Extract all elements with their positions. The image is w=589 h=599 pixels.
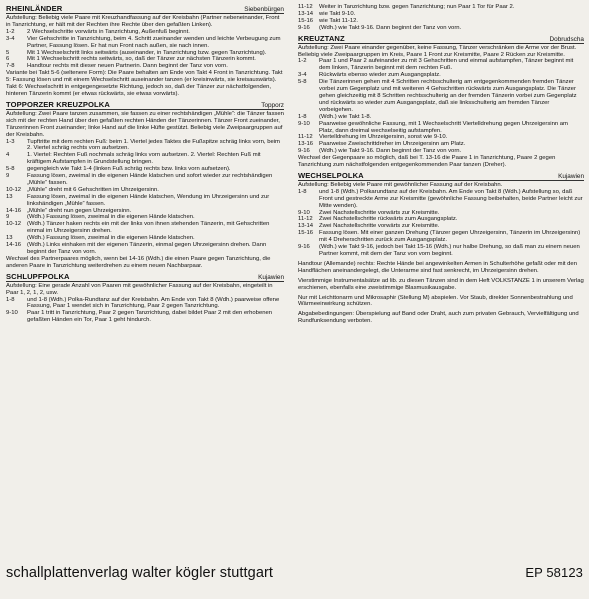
step-bars: 5 bbox=[6, 49, 10, 56]
step-bars: 11-12 bbox=[298, 134, 313, 141]
step-bars: 15-16 bbox=[298, 17, 314, 24]
step-row bbox=[6, 297, 284, 311]
step-description: Fassung lösen, zweimal in die eigenen Hände klatschen, Wendung im Uhrzeigersinn und zur linkshändigen „Mühle“ fassen. bbox=[27, 193, 270, 207]
step-bars: 3-4 bbox=[6, 35, 15, 42]
step-bars: 1-8 bbox=[6, 296, 15, 303]
step-bars: 13 bbox=[6, 193, 13, 200]
setup-text: Aufstellung: Zwei Paare einander gegenüber, keine Fassung, Tänzer verschränken die Arme vor der Brust. Beliebig viele Zweipaargruppen im Kreis, Paare 1 Front zur Kreismitte, Paare 2 Rücken zur Kreismitte. bbox=[298, 44, 577, 58]
step-description: Mit 1 Wechselschritt links seitwärts (auseinander, in Tanzrichtung bzw. gegen Tanzrichtung). bbox=[27, 49, 267, 56]
step-row bbox=[6, 221, 284, 235]
step-row bbox=[6, 242, 284, 256]
step-row bbox=[6, 166, 284, 173]
step-description: gegengleich wie Takt 1-4 (linken Fuß schräg rechts bzw. links vorn aufsetzen). bbox=[27, 166, 231, 173]
dance-region: Dobrudscha bbox=[549, 35, 584, 43]
dance-region: Kujawien bbox=[258, 273, 284, 281]
step-bars: 1-2 bbox=[6, 28, 15, 35]
step-row bbox=[298, 134, 584, 141]
step-row bbox=[298, 230, 584, 244]
step-bars: 10-12 bbox=[6, 221, 22, 228]
step-row bbox=[6, 310, 284, 324]
step-row bbox=[6, 63, 284, 70]
step-bars: 3-4 bbox=[298, 72, 307, 79]
step-row bbox=[298, 148, 584, 155]
dance-section bbox=[6, 100, 284, 270]
notes-text: Wechsel der Gegenpaare so möglich, daß bei T. 13-16 die Paare 1 in Tanzrichtung, Paare 2 gegen Tanzrichtung zum nächstfolgenden entgegenkommenden Paar tanzen (Dreher). bbox=[298, 155, 556, 169]
step-row bbox=[298, 4, 584, 11]
step-row bbox=[6, 235, 284, 242]
step-bars: 11-12 bbox=[298, 4, 313, 10]
step-row bbox=[298, 210, 584, 217]
dance-region: Siebenbürgen bbox=[244, 6, 284, 13]
section-header bbox=[6, 272, 284, 282]
notes-text: Handtour (Allemande) rechts: Rechte Hände bei angewinkelten Armen in Schulterhöhe gefaßt oder mit den Handflächen aneinandergelegt, die Unterarme sind fast senkrecht, im Uhrzeigersinn drehen. bbox=[298, 260, 577, 274]
dance-section bbox=[298, 278, 584, 292]
step-row bbox=[6, 208, 284, 215]
step-row bbox=[298, 58, 584, 72]
step-description: (Wdh.) wie Takt 9-16, jedoch bei Takt 15-16 (Wdh.) nur halbe Drehung, so daß man zu einem neuen Partner kommt, mit dem der Tanz von vorn beginnt. bbox=[319, 244, 580, 257]
step-description: Zwei Nachstellschritte rückwärts zum Ausgangsplatz. bbox=[319, 216, 458, 223]
step-bars: 10-12 bbox=[6, 186, 22, 193]
step-row bbox=[6, 36, 284, 50]
step-row bbox=[298, 189, 584, 210]
step-row bbox=[6, 187, 284, 194]
step-row bbox=[298, 11, 584, 18]
step-row bbox=[298, 79, 584, 114]
dance-region: Kujawien bbox=[558, 172, 584, 180]
right-column bbox=[298, 4, 584, 327]
step-description: Paarweise gewöhnliche Fassung, mit 1 Wechselschritt Viertelldrehung gegen Uhrzeigersinn am Platz, dann dreimal wechselseitig aufstampfen. bbox=[319, 120, 568, 134]
step-bars: 13 bbox=[6, 235, 13, 242]
step-description: Weiter in Tanzrichtung bzw. gegen Tanzrichtung; nun Paar 1 Tor für Paar 2. bbox=[319, 4, 515, 10]
dance-section bbox=[6, 272, 284, 324]
step-description: Die Tänzerinnen gehen mit 4 Schritten rechtsschulterig am entgegenkommenden fremden Tänzer vorbei zum Gegenplatz und mit weiteren 4 Gehschritten rückwärts zum Ausgangsplatz. Die Tänzer gehen gleichzeitig mit 8 Schritten rechtsschulterig an der fremden Tänzerin vorbei zum Gegenplatz und rückwärts so wieder zum Ausgangsplatz, daß sie linksschulterig am fremden Tänzer vorbeigehen. bbox=[319, 79, 577, 113]
step-bars: 11-12 bbox=[298, 216, 313, 223]
step-description: Handtour rechts mit dieser neuen Partnerin. Dann beginnt der Tanz von vorn. bbox=[27, 63, 228, 70]
setup-text: Aufstellung: Zwei Paare tanzen zusammen, sie fassen zu einer rechtshändigen „Mühle“: die Tänzer fassen sich mit der rechten Hand über den gefaßten rechten Händen der Tänzerinnen. Tänzer Front zueinander, Tänzerinnen Front zueinander; linke Hand auf die linke Hüfte gestützt. Beliebig viele Zweipaargruppen auf der Kreisbahn. bbox=[6, 110, 284, 138]
step-bars: 9-10 bbox=[298, 209, 310, 216]
step-row bbox=[298, 223, 584, 230]
dance-section bbox=[298, 295, 584, 309]
step-row bbox=[6, 56, 284, 63]
step-description: (Wdh.) wie Takt 1-8. bbox=[319, 113, 372, 120]
dance-title: SCHLUPFPOLKA bbox=[6, 271, 70, 281]
step-description: wie Takt 11-12. bbox=[319, 17, 359, 24]
step-description: Paar 1 tritt in Tanzrichtung, Paar 2 gegen Tanzrichtung, dabei bildet Paar 2 mit den erhobenen gefaßten Händen ein Tor, Paar 1 geht hindurch. bbox=[27, 310, 273, 324]
step-description: Paar 1 und Paar 2 aufeinander zu mit 3 Gehschritten und einmal aufstampfen, Tänzer beginnt mit dem linken, Tänzerin beginnt mit dem rechten Fuß. bbox=[319, 58, 574, 72]
step-bars: 13-14 bbox=[298, 223, 314, 230]
step-row bbox=[298, 18, 584, 25]
step-row bbox=[6, 214, 284, 221]
step-description: Fassung lösen, zweimal in die eigenen Hände klatschen und sofort wieder zur rechtshändigen „Mühle“ fassen. bbox=[27, 173, 273, 186]
step-bars: 1-2 bbox=[298, 58, 307, 65]
step-bars: 9-16 bbox=[298, 244, 310, 251]
setup-text: Aufstellung: Eine gerade Anzahl von Paaren mit gewöhnlicher Fassung auf der Kreisbahn, eingeteilt in Paar 1, 2, 1, 2, usw. bbox=[6, 282, 273, 296]
step-description: Paarweise Zweischrittdreher im Uhrzeigersinn am Platz. bbox=[319, 141, 466, 148]
notes-text: Nur mit Leichttonarm und Mikrosaphir (Stellung M) abspielen. Vor Staub, direkter Sonnenbestrahlung und Wärmeeinwirkung schützen. bbox=[298, 294, 573, 308]
dance-section bbox=[298, 34, 584, 169]
step-row bbox=[298, 25, 584, 32]
section-header bbox=[298, 34, 584, 44]
step-description: Mit 1 Wechselschritt rechts seitwärts, so, daß der Tänzer zur nächsten Tänzerin kommt. bbox=[27, 56, 256, 63]
dance-section bbox=[298, 261, 584, 275]
step-bars: 14-16 bbox=[6, 242, 22, 249]
step-bars: 13-14 bbox=[298, 10, 314, 17]
setup-text: Aufstellung: Beliebig viele Paare mit gewöhnlicher Fassung auf der Kreisbahn. bbox=[298, 181, 503, 188]
catalog-number: EP 58123 bbox=[525, 565, 583, 580]
step-description: (Wdh.) Tänzer haken rechts ein mit der links von ihnen stehenden Tänzerin, mit Gehschritten einmal im Uhrzeigersinn drehen. bbox=[27, 221, 270, 235]
step-bars: 5-8 bbox=[6, 166, 15, 173]
dance-section bbox=[298, 311, 584, 325]
left-column bbox=[6, 4, 284, 326]
step-bars: 9-16 bbox=[298, 148, 310, 155]
dance-title: KREUZTANZ bbox=[298, 33, 345, 43]
step-row bbox=[298, 141, 584, 148]
step-bars: 15-16 bbox=[298, 230, 314, 237]
step-row bbox=[6, 50, 284, 57]
step-row bbox=[298, 216, 584, 223]
step-description: 1. Viertel: Rechten Fuß nochmals schräg links vorn aufsetzen. 2. Viertel: Rechten Fuß mit kräftigem Aufstampfen in Grundstellung bringen. bbox=[27, 152, 261, 166]
step-description: Rückwärts ebenso wieder zum Ausgangsplatz. bbox=[319, 72, 441, 79]
notes-text: Wechsel des Partnerpaares möglich, wenn bei 14-16 (Wdh.) die einen Paare gegen Tanzrichtung, die anderen Paare in Tanzrichtung weiterdrehen zu einem neuen Nachbarpaar. bbox=[6, 255, 271, 269]
step-row bbox=[298, 121, 584, 135]
step-bars: 5-8 bbox=[298, 79, 307, 86]
step-description: und 1-8 (Wdh.) Polkarundtanz auf der Kreisbahn. Am Ende von Takt 8 (Wdh.) Aufstellung so, daß Front und gestreckte Arme zur Kreismitte (gewöhnliche Fassung beibehalten, beide Partner leicht zur Mitte wenden). bbox=[319, 188, 583, 209]
step-bars: 9-10 bbox=[6, 310, 18, 317]
step-bars: 1-3 bbox=[6, 138, 15, 145]
setup-text: Aufstellung: Beliebig viele Paare mit Kreuzhandfassung auf der Kreisbahn (Partner nebeneinander, Front in Tanzrichtung, er hält mit der Rechten ihre Rechte über den gefaßten Linken). bbox=[6, 15, 280, 28]
step-description: „Mühle“ dreht nun gegen Uhrzeigersinn. bbox=[27, 207, 132, 214]
footer bbox=[6, 565, 583, 581]
step-row bbox=[298, 72, 584, 79]
notes-text: Variante bei Takt 5-6 (seltenere Form): Die Paare behalten am Ende von Takt 4 Front in Tanzrichtung. Takt 5: Fassung lösen und mit einem Wechselschritt auseinander tanzen (er kreisinwärts, sie kreisauswärts). Takt 6: Wechselschritt in entgegengesetzte Richtung, jedoch so, daß der Tänzer zur nächstfolgenden, hinteren Tänzerin kommt (er etwas rückwärts, sie etwas vorwärts). bbox=[6, 70, 283, 97]
step-description: und 1-8 (Wdh.) Polka-Rundtanz auf der Kreisbahn. Am Ende von Takt 8 (Wdh.) paarweise offene Fassung, Paar 1 wendet sich in Tanzrichtung, Paar 2 gegen Tanzrichtung. bbox=[27, 296, 280, 310]
section-header bbox=[6, 100, 284, 110]
section-header bbox=[6, 4, 284, 14]
dance-section bbox=[6, 4, 284, 98]
step-description: (Wdh.) Fassung lösen, zweimal in die eigenen Hände klatschen. bbox=[27, 214, 195, 221]
step-bars: 9-16 bbox=[298, 24, 310, 31]
step-bars: 13-16 bbox=[298, 141, 314, 148]
step-bars: 9 bbox=[6, 173, 10, 180]
step-description: 2 Wechselschritte vorwärts in Tanzrichtung, Außenfuß beginnt. bbox=[27, 28, 190, 35]
step-bars: 1-8 bbox=[298, 113, 307, 120]
dance-title: WECHSELPOLKA bbox=[298, 170, 364, 180]
step-description: (Wdh.) wie Takt 9-16. Dann beginnt der Tanz von vorn. bbox=[319, 148, 462, 155]
step-description: (Wdh.) wie Takt 9-16. Dann beginnt der Tanz von vorn. bbox=[319, 24, 462, 31]
step-row bbox=[6, 152, 284, 166]
step-description: (Wdh.) Fassung lösen, zweimal in die eigenen Hände klatschen. bbox=[27, 235, 195, 242]
step-description: „Mühle“ dreht mit 6 Gehschritten im Uhrzeigersinn. bbox=[27, 186, 159, 193]
dance-region: Topporz bbox=[261, 101, 284, 109]
step-bars: 7-8 bbox=[6, 63, 15, 70]
step-row bbox=[298, 244, 584, 258]
step-description: Vier Gehschritte in Tanzrichtung, beim 4. Schritt zueinander wenden und leichte Verbeugung zum Partner, Fassung lösen. Er hat nun Front nach außen, sie nach innen. bbox=[27, 35, 281, 49]
step-description: wie Takt 9-10. bbox=[319, 10, 356, 17]
step-row bbox=[6, 173, 284, 187]
step-row bbox=[6, 194, 284, 208]
step-bars: 1-8 bbox=[298, 188, 307, 195]
notes-text: Abgabebedingungen: Überspielung auf Band oder Draht, auch zum privaten Gebrauch, Vervielfältigung und Rundfunksendung verboten. bbox=[298, 311, 579, 325]
step-bars: 6 bbox=[6, 56, 10, 63]
step-description: Zwei Nachstellschritte vorwärts zur Kreismitte. bbox=[319, 209, 440, 216]
dance-section bbox=[298, 171, 584, 258]
dance-title: TOPPORZER KREUZPOLKA bbox=[6, 99, 110, 109]
section-header bbox=[298, 171, 584, 181]
dance-title: RHEINLÄNDER bbox=[6, 4, 63, 13]
step-description: Viertelldrehung im Uhrzeigersinn, sonst wie 9-10. bbox=[319, 134, 448, 141]
step-bars: 9 bbox=[6, 214, 10, 221]
step-row bbox=[6, 139, 284, 153]
step-description: Tupftritte mit dem rechten Fuß: beim 1. Viertel jedes Taktes die Fußspitze schräg links vorn, beim 2. Viertel schräg rechts vorn aufsetzen. bbox=[27, 138, 280, 152]
dance-section bbox=[298, 4, 584, 32]
step-bars: 4 bbox=[6, 152, 10, 159]
step-description: Fassung lösen. Mit einer ganzen Drehung (Tänzer gegen Uhrzeigersinn, Tänzerin im Uhrzeigersinn) mit 4 Dreherschritten zurück zum Ausgangsplatz. bbox=[319, 230, 581, 244]
step-row bbox=[298, 114, 584, 121]
step-description: (Wdh.) Links einhaken mit der eigenen Tänzerin, einmal gegen Uhrzeigersinn drehen. Dann beginnt der Tanz von vorn. bbox=[27, 242, 267, 255]
notes-text: Vierstimmige Instrumentalsätze ad lib. zu diesen Tänzen sind in dem Heft VOLKSTANZE 1 in unserem Verlag erschienen, ebenfalls eine zweistimmige Blasmusikausgabe. bbox=[298, 277, 584, 291]
step-row bbox=[6, 29, 284, 36]
publisher-name: schallplattenverlag walter kögler stuttgart bbox=[6, 565, 274, 581]
step-description: Zwei Nachstellschritte vorwärts zur Kreismitte. bbox=[319, 223, 440, 230]
record-sleeve-text bbox=[6, 4, 584, 564]
step-bars: 14-16 bbox=[6, 207, 22, 214]
step-bars: 9-10 bbox=[298, 120, 310, 127]
